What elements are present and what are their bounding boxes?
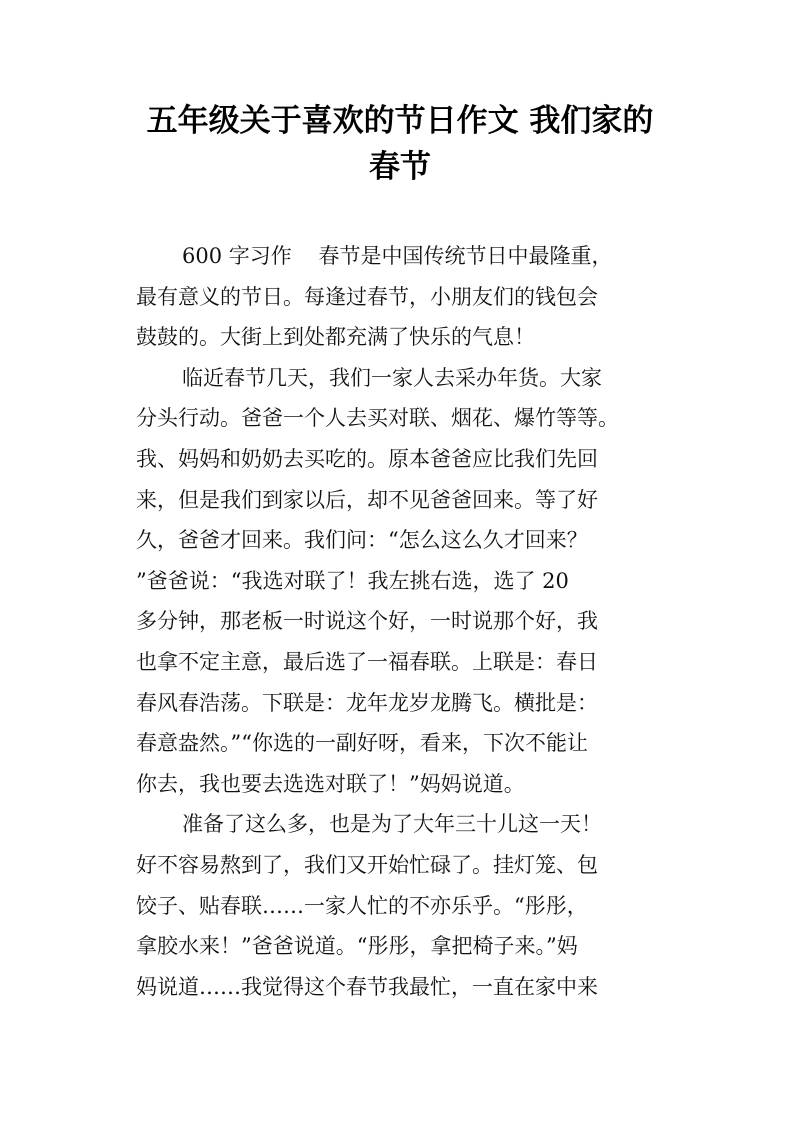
body-line: 临近春节几天，我们一家人去采办年货。大家	[182, 365, 602, 390]
body-line: ”爸爸说：“我选对联了！我左挑右选，选了 20	[136, 568, 569, 593]
body-line: 饺子、贴春联……一家人忙的不亦乐乎。“彤彤，	[136, 893, 588, 918]
body-line: 600 字习作 春节是中国传统节日中最隆重，	[182, 244, 613, 268]
body-line: 多分钟，那老板一时说这个好，一时说那个好，我	[136, 609, 598, 634]
body-line: 准备了这么多，也是为了大年三十儿这一天！	[182, 812, 602, 837]
body-line: 拿胶水来！”爸爸说道。“彤彤，拿把椅子来。”妈	[136, 934, 578, 959]
body-line: 你去，我也要去选选对联了！”妈妈说道。	[136, 771, 525, 796]
title-line: 五年级关于喜欢的节日作文 我们家的	[146, 103, 654, 139]
body-line: 最有意义的节日。每逢过春节，小朋友们的钱包会	[136, 284, 598, 309]
essay-body	[136, 236, 684, 1007]
body-line: 也拿不定主意，最后选了一福春联。上联是：春日	[136, 649, 598, 674]
body-line: 妈说道……我觉得这个春节我最忙，一直在家中来	[136, 974, 598, 999]
body-line: 好不容易熬到了，我们又开始忙碌了。挂灯笼、包	[136, 852, 598, 877]
body-line: 来，但是我们到家以后，却不见爸爸回来。等了好	[136, 487, 598, 512]
body-line: 久，爸爸才回来。我们问：“怎么这么久才回来？	[136, 528, 588, 553]
body-line: 春意盎然。”“你选的一副好呀，看来，下次不能让	[136, 731, 588, 756]
title-line: 春节	[369, 149, 431, 185]
body-line: 鼓鼓的。大街上到处都充满了快乐的气息！	[136, 325, 535, 350]
body-line: 分头行动。爸爸一个人去买对联、烟花、爆竹等等。	[136, 406, 619, 431]
body-line: 春风春浩荡。下联是：龙年龙岁龙腾飞。横批是：	[136, 690, 598, 715]
body-line: 我、妈妈和奶奶去买吃的。原本爸爸应比我们先回	[136, 446, 598, 471]
document-title	[100, 98, 700, 190]
